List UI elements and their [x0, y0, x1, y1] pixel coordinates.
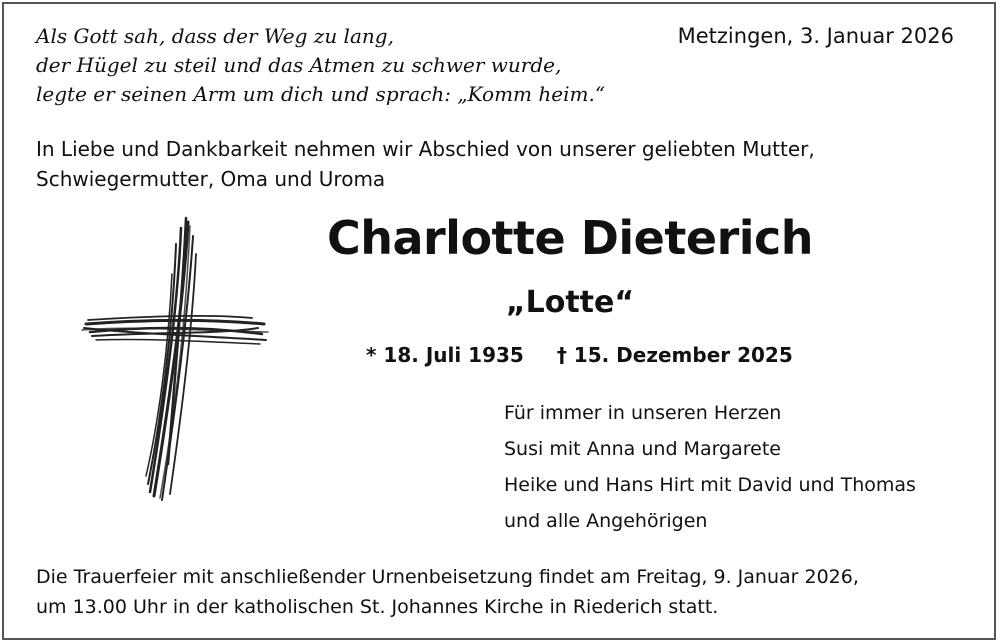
death-date: † 15. Dezember 2025: [556, 343, 793, 367]
deceased-name: Charlotte Dieterich: [326, 211, 814, 265]
poem-line: legte er seinen Arm um dich und sprach: „Komm heim.“: [36, 82, 606, 106]
poem-line: der Hügel zu steil und das Atmen zu schwer wurde,: [36, 53, 562, 77]
life-dates: [366, 340, 793, 370]
service-line: um 13.00 Uhr in der katholischen St. Johannes Kirche in Riederich statt.: [36, 596, 719, 618]
poem-line: Als Gott sah, dass der Weg zu lang,: [36, 24, 394, 48]
birth-date: * 18. Juli 1935: [366, 343, 524, 367]
service-line: Die Trauerfeier mit anschließender Urnenbeisetzung findet am Freitag, 9. Januar 2026,: [36, 566, 859, 588]
poem: [36, 22, 605, 109]
deceased-nickname: „Lotte“: [505, 285, 635, 320]
mourners-line: und alle Angehörigen: [504, 510, 708, 532]
intro-line: In Liebe und Dankbarkeit nehmen wir Abschied von unserer geliebten Mutter,: [36, 137, 815, 161]
intro-text: [36, 134, 815, 194]
funeral-service-info: [36, 562, 859, 622]
mourners-line: Heike und Hans Hirt mit David und Thomas: [504, 474, 916, 496]
place-date: Metzingen, 3. Januar 2026: [677, 24, 954, 48]
mourners-line: Für immer in unseren Herzen: [504, 402, 782, 424]
intro-line: Schwiegermutter, Oma und Uroma: [36, 167, 386, 191]
mourners-list: [504, 395, 916, 539]
mourners-line: Susi mit Anna und Margarete: [504, 438, 781, 460]
